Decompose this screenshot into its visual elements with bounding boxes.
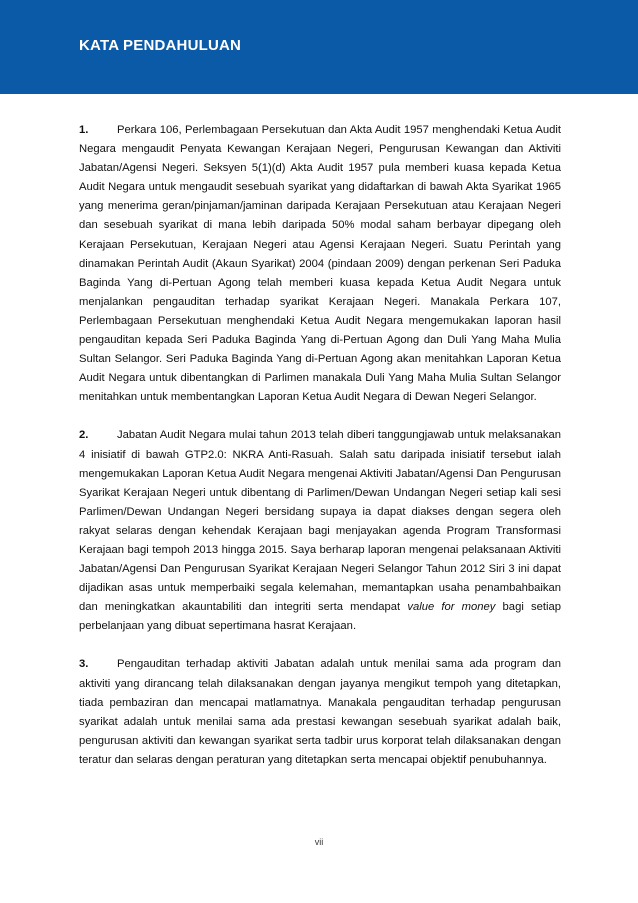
page-number: vii xyxy=(314,837,324,847)
paragraph-text: Perkara 106, Perlembagaan Persekutuan dan Akta Audit 1957 menghendaki Ketua Audit Negara mengaudit Penyata Kewangan Kerajaan Negeri, Pengurusan Kewangan dan Aktiviti Jabatan/Agensi Negeri. Seksyen 5(1)(d) Akta Audit 1957 pula memberi kuasa kepada Ketua Audit Negara untuk mengaudit sesebuah syarikat yang didaftarkan di bawah Akta Syarikat 1965 yang menerima geran/pinjaman/jaminan daripada Kerajaan Persekutuan atau Kerajaan Negeri dan sesebuah syarikat di mana lebih daripada 50% modal saham berbayar dipegang oleh Kerajaan Persekutuan, Kerajaan Negeri atau Agensi Kerajaan Negeri. Suatu Perintah yang dinamakan Perintah Audit (Akaun Syarikat) 2004 (pindaan 2009) dengan perkenan Seri Paduka Baginda Yang di-Pertuan Agong telah memberi kuasa kepada Ketua Audit Negara untuk menjalankan pengauditan terhadap syarikat Kerajaan Negeri. Manakala Perkara 107, Perlembagaan Persekutuan menghendaki Ketua Audit Negara mengemukakan laporan hasil pengauditan kepada Seri Paduka Baginda Yang di-Pertuan Agong dan Duli Yang Maha Mulia Sultan Selangor. Seri Paduka Baginda Yang di-Pertuan Agong akan menitahkan Laporan Ketua Audit Negara untuk dibentangkan di Parlimen manakala Duli Yang Maha Mulia Sultan Selangor menitahkan untuk membentangkan Laporan Ketua Audit Negara di Dewan Negeri Selangor. xyxy=(79,124,561,404)
paragraph-number: 3. xyxy=(79,658,89,671)
paragraph-3 xyxy=(79,655,561,770)
header-band xyxy=(0,0,638,94)
paragraph-number: 2. xyxy=(79,429,89,442)
paragraph-text: bagi setiap perbelanjaan yang dibuat sepertimana hasrat Kerajaan. xyxy=(79,601,561,633)
paragraph-2 xyxy=(79,426,561,636)
paragraph-number: 1. xyxy=(79,124,89,136)
page-title: KATA PENDAHULUAN xyxy=(79,37,242,54)
paragraph-text: Jabatan Audit Negara mulai tahun 2013 telah diberi tanggungjawab untuk melaksanakan 4 inisiatif di bawah GTP2.0: NKRA Anti-Rasuah. Salah satu daripada inisiatif tersebut ialah mengemukakan Laporan Ketua Audit Negara mengenai Aktiviti Jabatan/Agensi Dan Pengurusan Syarikat Kerajaan Negeri untuk dibentang di Parlimen/Dewan Undangan Negeri setiap kali sesi Parlimen/Dewan Undangan Negeri bersidang supaya ia dapat diakses dengan segera oleh rakyat selaras dengan kehendak Kerajaan bagi menjayakan agenda Program Transformasi Kerajaan bagi tempoh 2013 hingga 2015. Saya berharap laporan mengenai pelaksanaan Aktiviti Jabatan/Agensi Dan Pengurusan Syarikat Kerajaan Negeri Selangor Tahun 2012 Siri 3 ini dapat dijadikan asas untuk memperbaiki segala kelemahan, memantapkan usaha penambahbaikan dan meningkatkan akauntabiliti dan integriti serta mendapat xyxy=(79,429,561,614)
paragraph-text: Pengauditan terhadap aktiviti Jabatan adalah untuk menilai sama ada program dan aktiviti yang dirancang telah dilaksanakan dengan jayanya mengikut tempoh yang ditetapkan, tiada pembaziran dan mencapai matlamatnya. Manakala pengauditan terhadap pengurusan syarikat adalah untuk menilai sama ada prestasi kewangan sesebuah syarikat adalah baik, pengurusan aktiviti dan kewangan syarikat serta tadbir urus korporat telah dilaksanakan dengan teratur dan selaras dengan peraturan yang ditetapkan serta mencapai objektif penubuhannya. xyxy=(79,658,561,766)
document-body xyxy=(79,121,561,770)
paragraph-1 xyxy=(79,121,561,407)
paragraph-italic-text: value for money xyxy=(407,601,496,614)
